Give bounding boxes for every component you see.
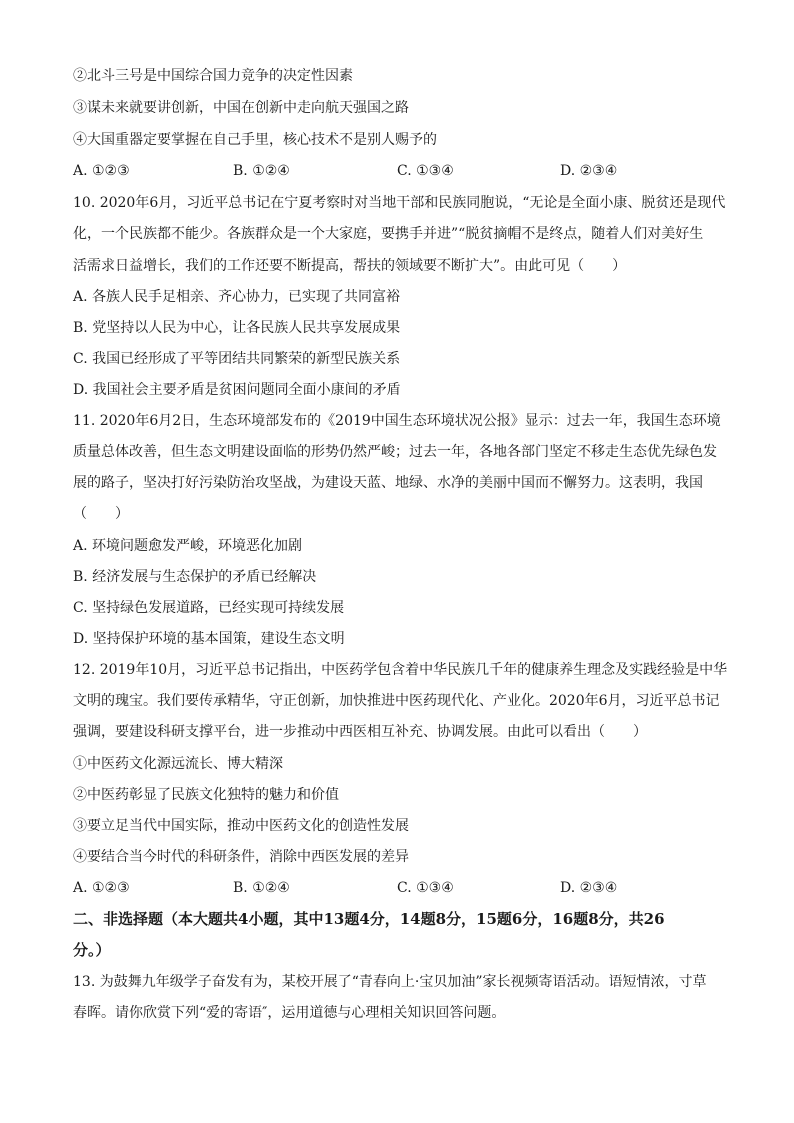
q12-option-b: B. ①②④ [233,880,290,896]
q12-option-d: D. ②③④ [560,880,618,896]
q11-stem-line-2: 质量总体改善，但生态文明建设面临的形势仍然严峻；过去一年，各地各部门坚定不移走生态优先绿色发 [73,444,717,460]
q9-option-c: C. ①③④ [397,163,454,179]
q11-option-c: C. 坚持绿色发展道路，已经实现可持续发展 [73,600,345,616]
q11-stem-line-1: 11. 2020年6月2日，生态环境部发布的《2019中国生态环境状况公报》显示：过去一年，我国生态环境 [73,413,721,429]
q9-option-a: A. ①②③ [73,163,130,179]
q12-item-4: ④要结合当今时代的科研条件，消除中西医发展的差异 [73,849,409,865]
q12-item-1: ①中医药文化源远流长、博大精深 [73,756,283,772]
q12-options [73,879,733,897]
section-2-heading-line-1: 二、非选择题（本大题共4小题，其中13题4分，14题8分，15题6分，16题8分，共26 [73,910,665,928]
q13-stem-line-2: 春晖。请你欣赏下列“爱的寄语″，运用道德与心理相关知识回答问题。 [73,1005,506,1021]
q11-stem-line-3: 展的路子，坚决打好污染防治攻坚战，为建设天蓝、地绿、水净的美丽中国而不懈努力。这表明，我国 [73,475,703,491]
section-2-heading-line-2: 分。） [73,941,111,959]
q10-stem-line-3: 活需求日益增长，我们的工作还要不断提高，帮扶的领域要不断扩大”。由此可见（ ） [73,258,627,274]
q12-item-3: ③要立足当代中国实际，推动中医药文化的创造性发展 [73,818,409,834]
q9-item-2: ②北斗三号是中国综合国力竞争的决定性因素 [73,68,353,84]
q13-stem-line-1: 13. 为鼓舞九年级学子奋发有为，某校开展了“青春向上·宝贝加油”家长视频寄语活动。语短情浓，寸草 [73,974,707,990]
q10-option-c: C. 我国已经形成了平等团结共同繁荣的新型民族关系 [73,351,401,367]
q10-stem-line-2: 化，一个民族都不能少。各族群众是一个大家庭，要携手并进”“脱贫摘帽不是终点，随着人们对美好生 [73,226,704,242]
q12-option-c: C. ①③④ [397,880,454,896]
q10-option-b: B. 党坚持以人民为中心，让各民族人民共享发展成果 [73,320,401,336]
q11-option-a: A. 环境问题愈发严峻，环境恶化加剧 [73,538,303,554]
q9-item-4: ④大国重器定要掌握在自己手里，核心技术不是别人赐予的 [73,132,437,148]
q12-stem-line-2: 文明的瑰宝。我们要传承精华，守正创新，加快推进中医药现代化、产业化。2020年6月，习近平总书记 [73,693,720,709]
q12-stem-line-1: 12. 2019年10月，习近平总书记指出，中医药学包含着中华民族几千年的健康养生理念及实践经验是中华 [73,662,728,678]
q11-option-d: D. 坚持保护环境的基本国策，建设生态文明 [73,631,345,647]
q11-option-b: B. 经济发展与生态保护的矛盾已经解决 [73,569,317,585]
q12-stem-line-3: 强调，要建设科研支撑平台，进一步推动中西医相互补充、协调发展。由此可以看出（ ） [73,724,647,740]
q10-option-a: A. 各族人民手足相亲、齐心协力，已实现了共同富裕 [73,289,401,305]
q9-item-3: ③谋未来就要讲创新，中国在创新中走向航天强国之路 [73,100,409,116]
q11-stem-line-4: （ ） [73,506,129,522]
q9-option-d: D. ②③④ [560,163,618,179]
q12-item-2: ②中医药彰显了民族文化独特的魅力和价值 [73,787,339,803]
q9-options [73,162,733,180]
q12-option-a: A. ①②③ [73,880,130,896]
q10-stem-line-1: 10. 2020年6月，习近平总书记在宁夏考察时对当地干部和民族同胞说，“无论是全面小康、脱贫还是现代 [73,195,726,211]
q9-option-b: B. ①②④ [233,163,290,179]
q10-option-d: D. 我国社会主要矛盾是贫困问题同全面小康间的矛盾 [73,382,401,398]
